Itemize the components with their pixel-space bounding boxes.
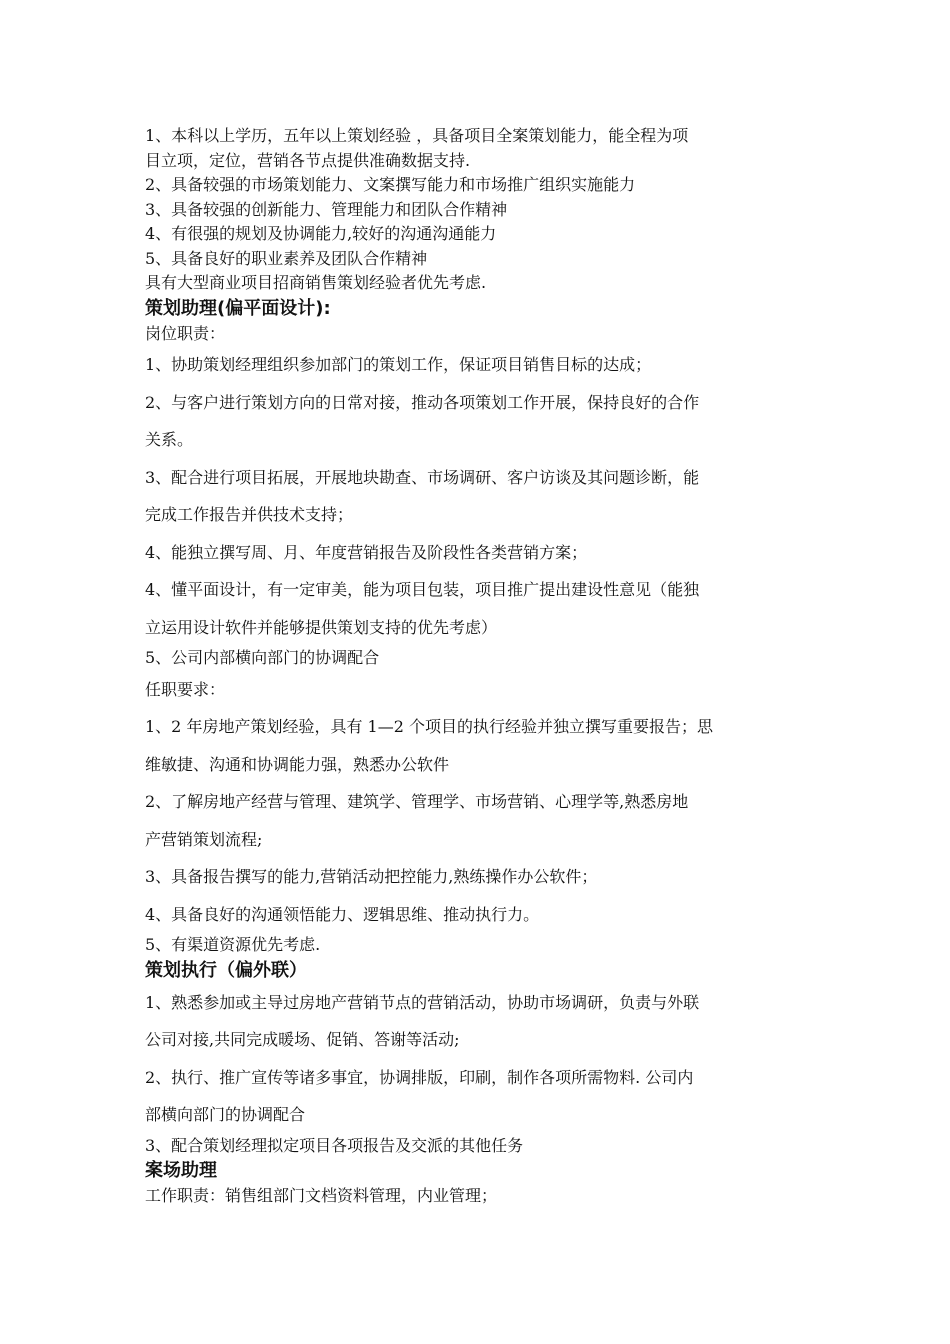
requirements-label: 任职要求： (145, 679, 226, 699)
text-line: 1、熟悉参加或主导过房地产营销节点的营销活动，协助市场调研，负责与外联 (145, 992, 700, 1012)
section-heading: 策划执行（偏外联） (145, 959, 307, 981)
duties-label: 岗位职责： (145, 323, 226, 343)
section-heading: 策划助理(偏平面设计): (145, 297, 331, 319)
text-line: 5、公司内部横向部门的协调配合 (145, 648, 380, 667)
text-line: 4、懂平面设计，有一定审美，能为项目包装，项目推广提出建设性意见（能独 (145, 580, 700, 599)
text-line: 工作职责：销售组部门文档资料管理，内业管理； (145, 1186, 498, 1205)
text-line: 目立项，定位，营销各节点提供准确数据支持. (145, 150, 471, 170)
text-line: 4、具备良好的沟通领悟能力、逻辑思维、推动执行力。 (145, 904, 540, 924)
text-line: 4、能独立撰写周、月、年度营销报告及阶段性各类营销方案； (145, 542, 588, 562)
text-line: 2、具备较强的市场策划能力、文案撰写能力和市场推广组织实施能力 (145, 175, 636, 194)
text-line: 2、了解房地产经营与管理、建筑学、管理学、市场营销、心理学等,熟悉房地 (145, 792, 689, 811)
text-line: 部横向部门的协调配合 (145, 1105, 306, 1124)
text-line: 3、配合策划经理拟定项目各项报告及交派的其他任务 (145, 1135, 524, 1155)
text-line: 3、配合进行项目拓展，开展地块勘查、市场调研、客户访谈及其问题诊断，能 (145, 467, 700, 487)
section-planning-execution (145, 958, 815, 1159)
text-line: 3、具备较强的创新能力、管理能力和团队合作精神 (145, 199, 508, 219)
text-line: 具有大型商业项目招商销售策划经验者优先考虑. (145, 273, 487, 292)
text-line: 维敏捷、沟通和协调能力强，熟悉办公软件 (145, 754, 450, 774)
text-line: 产营销策划流程; (145, 829, 263, 849)
text-line: 公司对接,共同完成暖场、促销、答谢等活动; (145, 1030, 460, 1049)
text-line: 2、执行、推广宣传等诸多事宜，协调排版，印刷，制作各项所需物料. 公司内 (145, 1067, 694, 1087)
section-heading: 案场助理 (145, 1160, 217, 1181)
text-line: 4、有很强的规划及协调能力,较好的沟通沟通能力 (145, 224, 497, 243)
text-line: 1、本科以上学历，五年以上策划经验 ，具备项目全案策划能力，能全程为项 (145, 126, 689, 145)
document-body (145, 124, 815, 1209)
section-senior-planner-requirements (145, 124, 815, 296)
text-line: 5、有渠道资源优先考虑. (145, 935, 321, 954)
text-line: 2、与客户进行策划方向的日常对接，推动各项策划工作开展，保持良好的合作 (145, 392, 700, 412)
section-planning-assistant (145, 296, 815, 958)
text-line: 完成工作报告并供技术支持； (145, 505, 354, 524)
text-line: 关系。 (145, 430, 194, 449)
section-sales-office-assistant (145, 1158, 815, 1209)
text-line: 1、2 年房地产策划经验，具有 1—2 个项目的执行经验并独立撰写重要报告；思 (145, 717, 713, 736)
text-line: 5、具备良好的职业素养及团队合作精神 (145, 248, 428, 268)
text-line: 3、具备报告撰写的能力,营销活动把控能力,熟练操作办公软件； (145, 867, 598, 886)
text-line: 立运用设计软件并能够提供策划支持的优先考虑） (145, 617, 498, 637)
text-line: 1、协助策划经理组织参加部门的策划工作，保证项目销售目标的达成； (145, 355, 652, 374)
